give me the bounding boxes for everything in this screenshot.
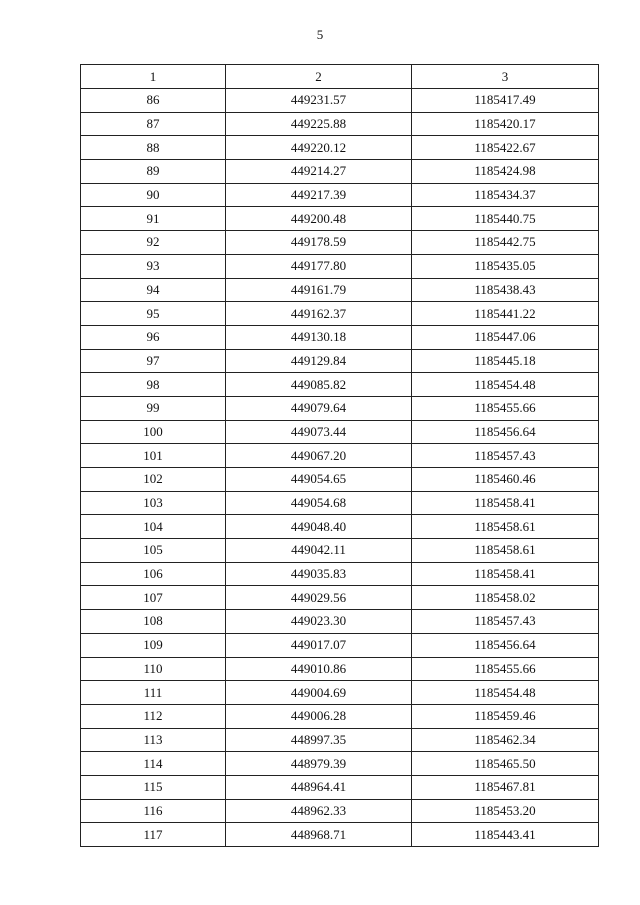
table-row: [81, 136, 599, 160]
point-number-cell: 110: [81, 657, 226, 681]
y-coordinate-cell: 1185441.22: [412, 302, 599, 326]
table-row: [81, 704, 599, 728]
x-coordinate-cell: 449130.18: [226, 325, 412, 349]
table-row: [81, 89, 599, 113]
table-row: [81, 302, 599, 326]
table-row: [81, 752, 599, 776]
x-coordinate-cell: 449067.20: [226, 444, 412, 468]
point-number-cell: 112: [81, 704, 226, 728]
table-row: [81, 657, 599, 681]
y-coordinate-cell: 1185458.41: [412, 562, 599, 586]
table-row: [81, 349, 599, 373]
table-row: [81, 799, 599, 823]
table-row: [81, 586, 599, 610]
table-row: [81, 610, 599, 634]
x-coordinate-cell: 449161.79: [226, 278, 412, 302]
x-coordinate-cell: 449129.84: [226, 349, 412, 373]
table-row: [81, 444, 599, 468]
point-number-cell: 88: [81, 136, 226, 160]
y-coordinate-cell: 1185458.61: [412, 539, 599, 563]
point-number-cell: 114: [81, 752, 226, 776]
y-coordinate-cell: 1185458.61: [412, 515, 599, 539]
x-coordinate-cell: 449006.28: [226, 704, 412, 728]
y-coordinate-cell: 1185454.48: [412, 681, 599, 705]
x-coordinate-cell: 449177.80: [226, 254, 412, 278]
column-header-3: 3: [412, 65, 599, 89]
x-coordinate-cell: 449085.82: [226, 373, 412, 397]
x-coordinate-cell: 449035.83: [226, 562, 412, 586]
x-coordinate-cell: 448962.33: [226, 799, 412, 823]
y-coordinate-cell: 1185453.20: [412, 799, 599, 823]
x-coordinate-cell: 448968.71: [226, 823, 412, 847]
x-coordinate-cell: 449042.11: [226, 539, 412, 563]
table-row: [81, 207, 599, 231]
point-number-cell: 97: [81, 349, 226, 373]
point-number-cell: 100: [81, 420, 226, 444]
y-coordinate-cell: 1185440.75: [412, 207, 599, 231]
y-coordinate-cell: 1185455.66: [412, 396, 599, 420]
x-coordinate-cell: 449220.12: [226, 136, 412, 160]
point-number-cell: 95: [81, 302, 226, 326]
x-coordinate-cell: 449054.65: [226, 468, 412, 492]
point-number-cell: 109: [81, 633, 226, 657]
point-number-cell: 111: [81, 681, 226, 705]
y-coordinate-cell: 1185447.06: [412, 325, 599, 349]
point-number-cell: 115: [81, 775, 226, 799]
point-number-cell: 99: [81, 396, 226, 420]
x-coordinate-cell: 449073.44: [226, 420, 412, 444]
point-number-cell: 94: [81, 278, 226, 302]
y-coordinate-cell: 1185443.41: [412, 823, 599, 847]
table-body: [81, 89, 599, 847]
x-coordinate-cell: 449231.57: [226, 89, 412, 113]
table-row: [81, 515, 599, 539]
y-coordinate-cell: 1185462.34: [412, 728, 599, 752]
x-coordinate-cell: 449029.56: [226, 586, 412, 610]
x-coordinate-cell: 449079.64: [226, 396, 412, 420]
column-header-1: 1: [81, 65, 226, 89]
point-number-cell: 107: [81, 586, 226, 610]
page-number: 5: [316, 27, 324, 42]
table-row: [81, 254, 599, 278]
table-header-row: [81, 65, 599, 89]
table-row: [81, 231, 599, 255]
x-coordinate-cell: 449225.88: [226, 112, 412, 136]
x-coordinate-cell: 448979.39: [226, 752, 412, 776]
coordinates-table: [80, 64, 599, 847]
y-coordinate-cell: 1185460.46: [412, 468, 599, 492]
table-row: [81, 681, 599, 705]
point-number-cell: 93: [81, 254, 226, 278]
x-coordinate-cell: 449023.30: [226, 610, 412, 634]
x-coordinate-cell: 449214.27: [226, 160, 412, 184]
point-number-cell: 92: [81, 231, 226, 255]
x-coordinate-cell: 449162.37: [226, 302, 412, 326]
table-row: [81, 491, 599, 515]
y-coordinate-cell: 1185435.05: [412, 254, 599, 278]
table-row: [81, 539, 599, 563]
table-row: [81, 775, 599, 799]
y-coordinate-cell: 1185424.98: [412, 160, 599, 184]
point-number-cell: 90: [81, 183, 226, 207]
table-row: [81, 396, 599, 420]
table-row: [81, 183, 599, 207]
point-number-cell: 116: [81, 799, 226, 823]
x-coordinate-cell: 449004.69: [226, 681, 412, 705]
point-number-cell: 87: [81, 112, 226, 136]
point-number-cell: 91: [81, 207, 226, 231]
table-row: [81, 373, 599, 397]
table-row: [81, 160, 599, 184]
point-number-cell: 96: [81, 325, 226, 349]
y-coordinate-cell: 1185420.17: [412, 112, 599, 136]
x-coordinate-cell: 449010.86: [226, 657, 412, 681]
x-coordinate-cell: 449217.39: [226, 183, 412, 207]
y-coordinate-cell: 1185467.81: [412, 775, 599, 799]
y-coordinate-cell: 1185456.64: [412, 633, 599, 657]
point-number-cell: 117: [81, 823, 226, 847]
point-number-cell: 101: [81, 444, 226, 468]
point-number-cell: 104: [81, 515, 226, 539]
table-row: [81, 468, 599, 492]
table-row: [81, 728, 599, 752]
point-number-cell: 103: [81, 491, 226, 515]
x-coordinate-cell: 449178.59: [226, 231, 412, 255]
table-row: [81, 633, 599, 657]
table-row: [81, 420, 599, 444]
point-number-cell: 105: [81, 539, 226, 563]
x-coordinate-cell: 448964.41: [226, 775, 412, 799]
point-number-cell: 113: [81, 728, 226, 752]
y-coordinate-cell: 1185445.18: [412, 349, 599, 373]
table-row: [81, 112, 599, 136]
table-row: [81, 562, 599, 586]
x-coordinate-cell: 449017.07: [226, 633, 412, 657]
point-number-cell: 106: [81, 562, 226, 586]
y-coordinate-cell: 1185457.43: [412, 610, 599, 634]
y-coordinate-cell: 1185438.43: [412, 278, 599, 302]
y-coordinate-cell: 1185458.02: [412, 586, 599, 610]
x-coordinate-cell: 449054.68: [226, 491, 412, 515]
point-number-cell: 86: [81, 89, 226, 113]
y-coordinate-cell: 1185458.41: [412, 491, 599, 515]
table-row: [81, 278, 599, 302]
table-row: [81, 325, 599, 349]
y-coordinate-cell: 1185454.48: [412, 373, 599, 397]
point-number-cell: 108: [81, 610, 226, 634]
x-coordinate-cell: 448997.35: [226, 728, 412, 752]
point-number-cell: 89: [81, 160, 226, 184]
x-coordinate-cell: 449200.48: [226, 207, 412, 231]
y-coordinate-cell: 1185455.66: [412, 657, 599, 681]
point-number-cell: 102: [81, 468, 226, 492]
column-header-2: 2: [226, 65, 412, 89]
y-coordinate-cell: 1185434.37: [412, 183, 599, 207]
x-coordinate-cell: 449048.40: [226, 515, 412, 539]
y-coordinate-cell: 1185442.75: [412, 231, 599, 255]
y-coordinate-cell: 1185422.67: [412, 136, 599, 160]
y-coordinate-cell: 1185465.50: [412, 752, 599, 776]
table-row: [81, 823, 599, 847]
y-coordinate-cell: 1185417.49: [412, 89, 599, 113]
y-coordinate-cell: 1185457.43: [412, 444, 599, 468]
y-coordinate-cell: 1185456.64: [412, 420, 599, 444]
point-number-cell: 98: [81, 373, 226, 397]
y-coordinate-cell: 1185459.46: [412, 704, 599, 728]
